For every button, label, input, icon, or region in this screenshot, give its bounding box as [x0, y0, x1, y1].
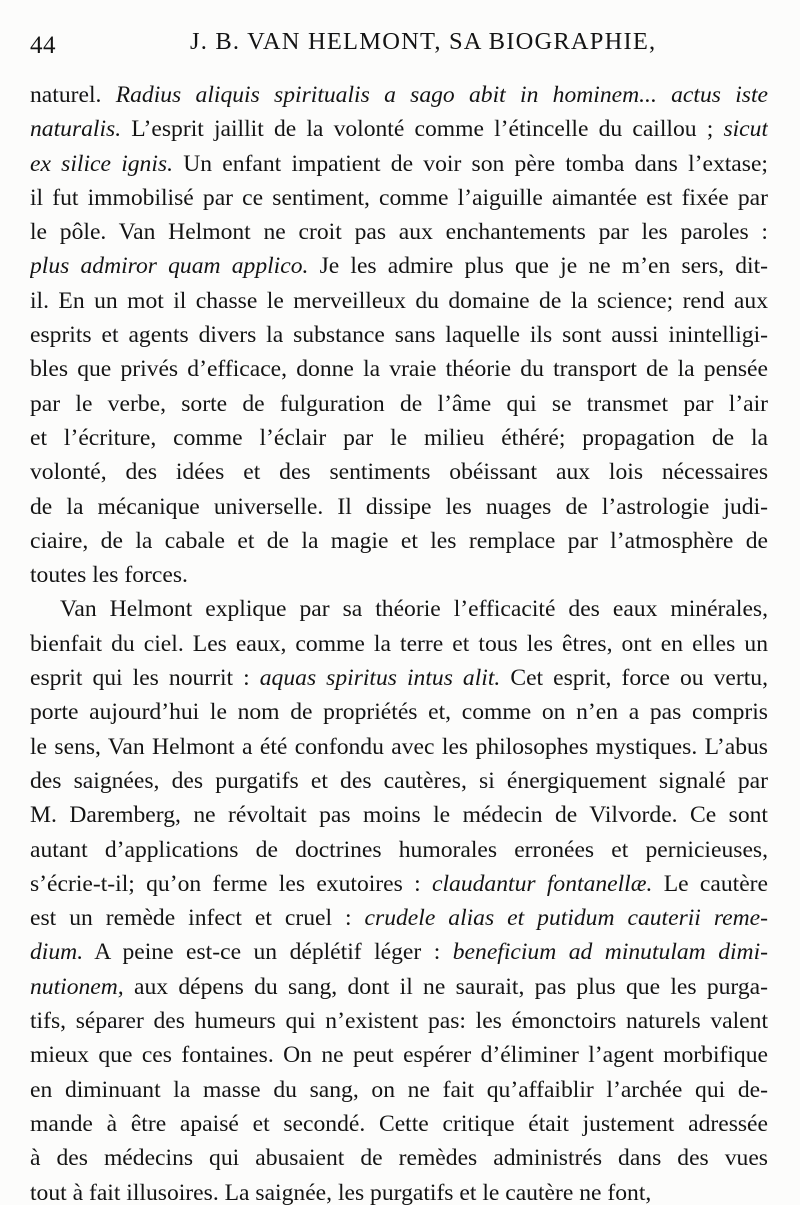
text-line	[30, 181, 768, 215]
latin-quote: sicut	[723, 116, 768, 143]
text-run: le pôle. Van Helmont ne croit pas aux enchantements par les paroles :	[30, 219, 768, 246]
text-line	[30, 730, 768, 764]
latin-quote: beneficium ad minutulam dimi-	[452, 939, 768, 966]
text-line	[30, 78, 768, 112]
page-header	[30, 28, 768, 62]
text-line	[30, 455, 768, 489]
text-run: tifs, séparer des humeurs qui n’existent pas: les émonctoirs naturels valent	[30, 1008, 768, 1035]
text-line	[30, 524, 768, 558]
text-line	[30, 1073, 768, 1107]
latin-quote: dium.	[30, 939, 84, 966]
text-run: mieux que ces fontaines. On ne peut espérer d’éliminer l’agent morbifique	[30, 1042, 768, 1069]
running-head: J. B. VAN HELMONT, SA BIOGRAPHIE,	[190, 28, 657, 55]
text-line	[30, 592, 768, 626]
paragraph	[30, 78, 768, 592]
latin-quote: aquas spiritus intus alit.	[259, 665, 501, 692]
text-line	[30, 387, 768, 421]
text-run: il fut immobilisé par ce sentiment, comme l’aiguille aimantée est fixée par	[30, 184, 768, 211]
latin-quote: Radius aliquis spiritualis a sago abit in hominem... actus iste	[115, 82, 768, 108]
latin-quote: plus admiror quam applico.	[30, 253, 309, 280]
text-run: s’écrie-t-il; qu’on ferme les exutoires :	[30, 870, 432, 897]
text-run: autant d’applications de doctrines humorales erronées et pernicieuses,	[30, 836, 768, 863]
text-run: est un remède infect et cruel :	[30, 905, 365, 932]
text-line	[30, 1107, 768, 1141]
text-run: le sens, Van Helmont a été confondu avec les philosophes mystiques. L’abus	[30, 733, 768, 760]
text-run: Van Helmont explique par sa théorie l’efficacité des eaux minérales,	[60, 596, 768, 623]
latin-quote: naturalis.	[30, 116, 122, 143]
text-run: Le cautère	[652, 870, 768, 897]
text-run: bienfait du ciel. Les eaux, comme la terre et tous les êtres, ont en elles un	[30, 630, 768, 657]
latin-quote: ex silice ignis.	[30, 150, 173, 177]
text-line	[30, 970, 768, 1004]
latin-quote: nutionem,	[30, 973, 124, 1000]
text-line	[30, 352, 768, 386]
text-line	[30, 421, 768, 455]
text-run: M. Daremberg, ne révoltait pas moins le médecin de Vilvorde. Ce sont	[30, 802, 768, 829]
text-run: en diminuant la masse du sang, on ne fait qu’affaiblir l’archée qui de-	[30, 1076, 768, 1103]
text-run: esprit qui les nourrit :	[30, 665, 260, 692]
latin-quote: crudele alias et putidum cauterii reme-	[364, 905, 768, 932]
text-run: porte aujourd’hui le nom de propriétés et, comme on n’en a pas compris	[30, 699, 768, 726]
text-run: de la mécanique universelle. Il dissipe les nuages de l’astrologie judi-	[30, 493, 768, 520]
text-run: naturel.	[30, 82, 116, 108]
text-line	[30, 284, 768, 318]
page-number: 44	[30, 32, 56, 59]
text-line	[30, 490, 768, 524]
text-run: Je les admire plus que je ne m’en sers, dit-	[308, 253, 768, 280]
text-line	[30, 833, 768, 867]
text-run: esprits et agents divers la substance sans laquelle ils sont aussi inintelligi-	[30, 322, 768, 349]
text-line	[30, 661, 768, 695]
paragraph	[30, 592, 768, 1209]
text-run: à des médecins qui abusaient de remèdes administrés dans des vues	[30, 1145, 768, 1172]
text-run: Un enfant impatient de voir son père tomba dans l’extase;	[172, 150, 768, 177]
text-run: bles que privés d’efficace, donne la vraie théorie du transport de la pensée	[30, 356, 768, 383]
text-line	[30, 867, 768, 901]
text-run: tout à fait illusoires. La saignée, les purgatifs et le cautère ne font,	[30, 1179, 652, 1206]
text-run: par le verbe, sorte de fulguration de l’âme qui se transmet par l’air	[30, 390, 768, 417]
text-run: toutes les forces.	[30, 562, 188, 589]
text-line	[30, 112, 768, 146]
text-run: aux dépens du sang, dont il ne saurait, pas plus que les purga-	[123, 973, 768, 1000]
text-run: volonté, des idées et des sentiments obéissant aux lois nécessaires	[30, 459, 768, 486]
text-line	[30, 318, 768, 352]
text-line	[30, 695, 768, 729]
text-line	[30, 1141, 768, 1175]
text-line	[30, 1004, 768, 1038]
text-run: mande à être apaisé et secondé. Cette critique était justement adressée	[30, 1110, 768, 1137]
latin-quote: claudantur fontanellæ.	[432, 870, 653, 897]
text-line	[30, 147, 768, 181]
body-text	[30, 78, 768, 1210]
text-line	[30, 249, 768, 283]
text-run: L’esprit jaillit de la volonté comme l’étincelle du caillou ;	[121, 116, 724, 143]
text-run: Cet esprit, force ou vertu,	[500, 665, 768, 692]
text-run: et l’écriture, comme l’éclair par le milieu éthéré; propagation de la	[30, 424, 768, 451]
text-run: des saignées, des purgatifs et des cautères, si énergiquement signalé par	[30, 767, 768, 794]
text-run: il. En un mot il chasse le merveilleux du domaine de la science; rend aux	[30, 287, 768, 314]
text-line	[30, 558, 768, 592]
text-run: A peine est-ce un déplétif léger :	[83, 939, 453, 966]
text-line	[30, 215, 768, 249]
text-line	[30, 935, 768, 969]
text-line	[30, 798, 768, 832]
text-line	[30, 627, 768, 661]
text-line	[30, 1038, 768, 1072]
text-run: ciaire, de la cabale et de la magie et les remplace par l’atmosphère de	[30, 527, 768, 554]
text-line	[30, 764, 768, 798]
text-line	[30, 901, 768, 935]
